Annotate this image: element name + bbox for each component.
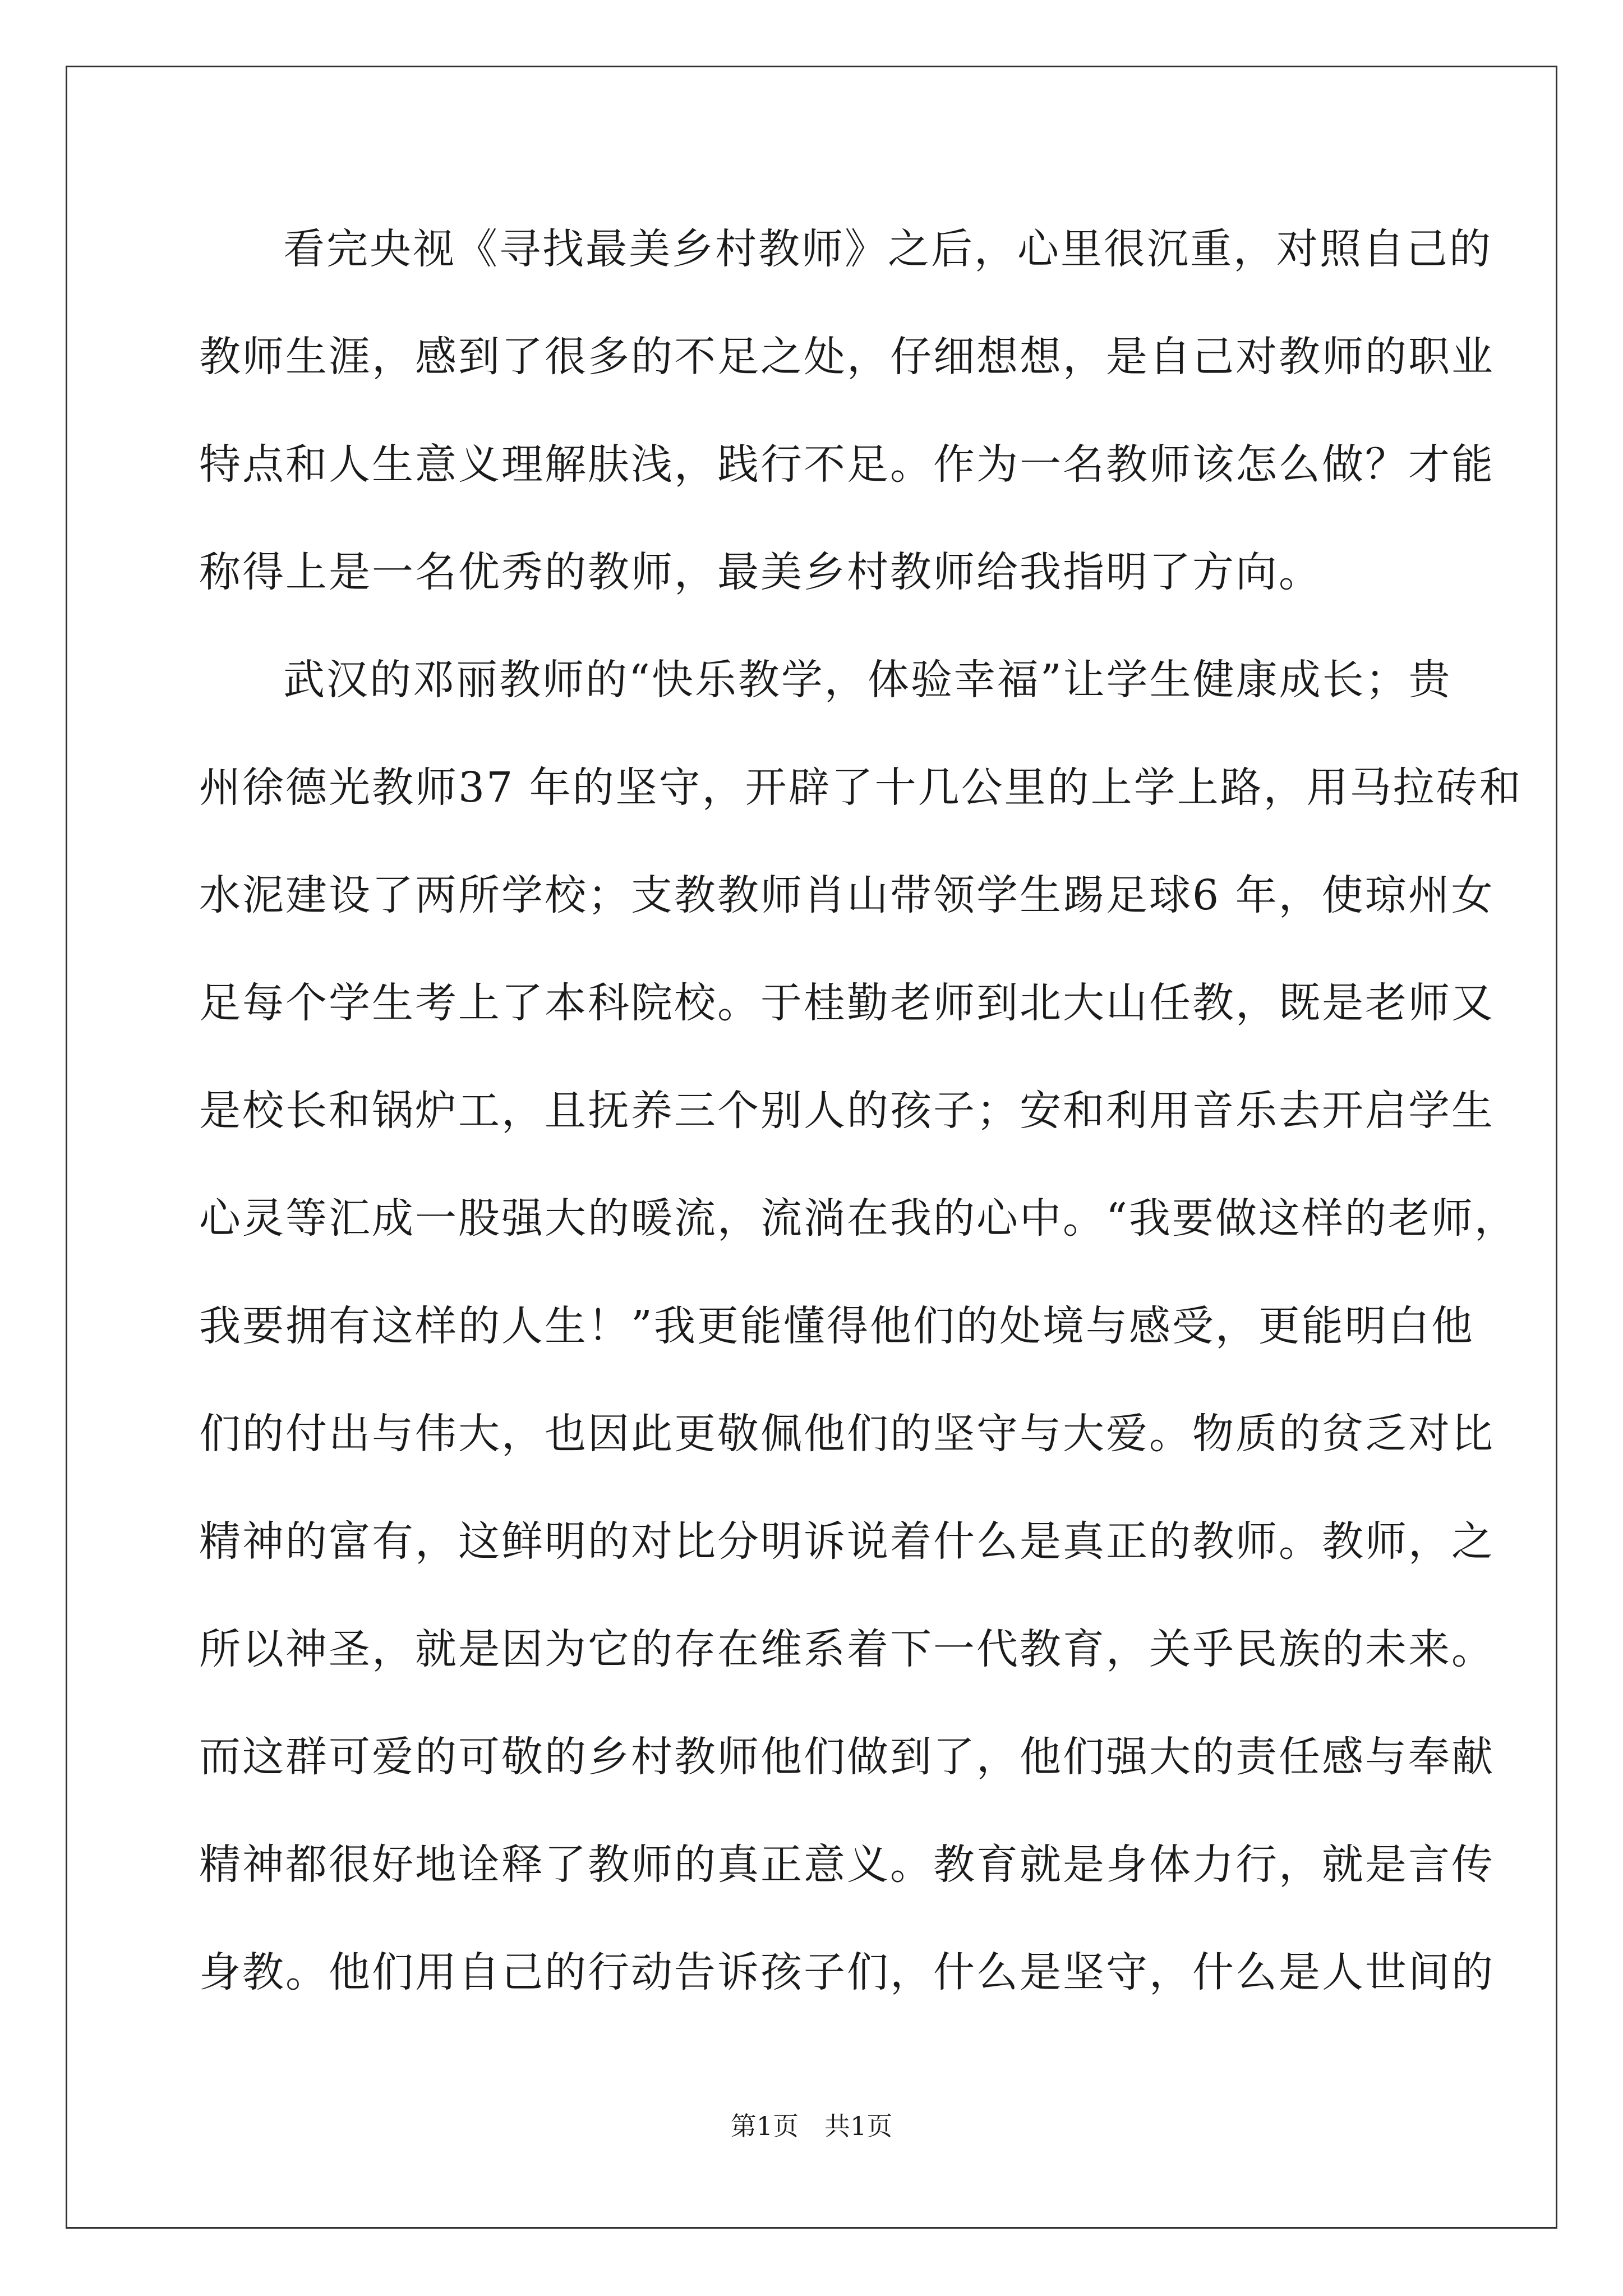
page-number-total: 共1页: [824, 2111, 893, 2141]
text-line: 所以神圣，就是因为它的存在维系着下一代教育，关乎民族的未来。: [199, 1625, 1495, 1673]
text-line: 而这群可爱的可敬的乡村教师他们做到了，他们强大的责任感与奉献: [199, 1733, 1495, 1781]
paragraph-2: [199, 646, 1523, 2046]
text-line: 称得上是一名优秀的教师，最美乡村教师给我指明了方向。: [199, 548, 1322, 596]
text-line: 精神都很好地诠释了教师的真正意义。教育就是身体力行，就是言传: [199, 1841, 1495, 1889]
text-line: 看完央视《寻找最美乡村教师》之后，心里很沉重，对照自己的: [283, 225, 1492, 273]
text-line: 特点和人生意义理解肤浅，践行不足。作为一名教师该怎么做？才能: [199, 440, 1495, 489]
text-line: 我要拥有这样的人生！”我更能懂得他们的处境与感受，更能明白他: [199, 1302, 1474, 1350]
text-line: 州徐德光教师37 年的坚守，开辟了十几公里的上学上路，用马拉砖和: [199, 763, 1523, 812]
text-line: 身教。他们用自己的行动告诉孩子们，什么是坚守，什么是人世间的: [199, 1948, 1495, 1996]
text-line: 足每个学生考上了本科院校。于桂勤老师到北大山任教，既是老师又: [199, 979, 1495, 1027]
text-line: 们的付出与伟大，也因此更敬佩他们的坚守与大爱。物质的贫乏对比: [199, 1410, 1495, 1458]
text-line: 武汉的邓丽教师的“快乐教学，体验幸福”让学生健康成长；贵: [283, 656, 1452, 704]
page-number-current: 第1页: [730, 2111, 799, 2141]
text-line: 水泥建设了两所学校；支教教师肖山带领学生踢足球6 年，使琼州女: [199, 871, 1495, 919]
paragraph-1: [199, 215, 1495, 646]
text-line: 精神的富有，这鲜明的对比分明诉说着什么是真正的教师。教师，之: [199, 1517, 1495, 1566]
text-line: 心灵等汇成一股强大的暖流，流淌在我的心中。“我要做这样的老师，: [199, 1194, 1518, 1243]
document-body: [199, 215, 1523, 2046]
page-footer: [0, 2109, 1623, 2143]
text-line: 教师生涯，感到了很多的不足之处，仔细想想，是自己对教师的职业: [199, 333, 1495, 381]
text-line: 是校长和锅炉工，且抚养三个别人的孩子；安和利用音乐去开启学生: [199, 1087, 1495, 1135]
